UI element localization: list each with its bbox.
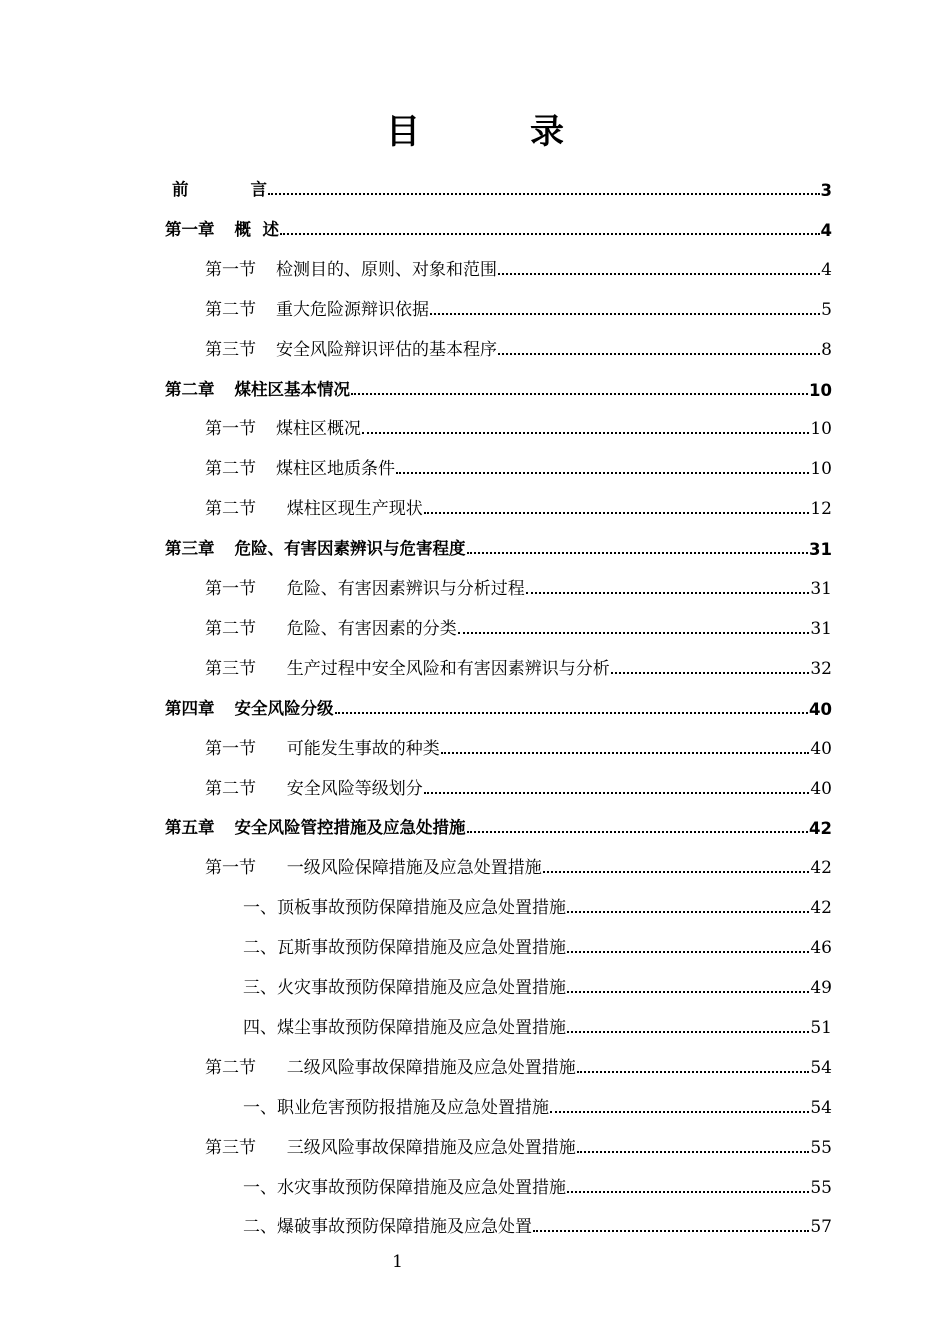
toc-entry-page: 55 [810,1137,832,1158]
toc-entry-page: 40 [809,699,832,719]
toc-subsection-entry[interactable] [243,1168,832,1198]
toc-section-entry[interactable] [205,729,832,759]
toc-entry-page: 51 [810,1017,832,1038]
toc-entry-number: 第一节 [205,738,256,759]
dot-leader [611,672,810,674]
toc-entry-title: 煤柱区基本情况 [234,379,350,399]
dot-leader [498,353,820,355]
toc-entry-number: 前 [172,180,189,199]
dot-leader [567,991,809,993]
toc-entry-page: 55 [810,1177,832,1198]
dot-leader [567,1031,809,1033]
toc-entry-title: 重大危险源辩识依据 [276,299,429,320]
toc-entry-page: 40 [810,738,832,759]
toc-entry-title: 安全风险辩识评估的基本程序 [276,339,497,360]
toc-entry-title: 检测目的、原则、对象和范围 [276,259,497,280]
toc-subsection-entry[interactable] [243,1207,832,1237]
dot-leader [533,1230,809,1232]
toc-entry-number: 第二节 [205,299,256,320]
toc-section-entry[interactable] [205,489,832,519]
toc-entry-number: 第一节 [205,259,256,280]
toc-entry-number: 第五章 [165,818,215,838]
toc-entry-page: 40 [810,778,832,799]
toc-section-entry[interactable] [205,609,832,639]
toc-entry-page: 12 [810,499,832,520]
dot-leader [467,552,809,554]
toc-entry-number: 第一章 [165,219,215,239]
dot-leader [567,1191,809,1193]
dot-leader [351,393,808,395]
toc-subsection-entry[interactable] [243,928,832,958]
dot-leader [458,632,810,634]
toc-entry-page: 10 [809,380,832,400]
toc-entry-number: 第一节 [205,419,256,440]
toc-entry-page: 57 [810,1217,832,1238]
toc-section-entry[interactable] [205,290,832,320]
toc-section-entry[interactable] [205,848,832,878]
toc-chapter-entry[interactable] [165,370,832,400]
toc-entry-number: 第一节 [205,579,256,599]
toc-chapter-entry[interactable] [165,689,832,719]
toc-entry-title: 生产过程中安全风险和有害因素辨识与分析 [276,658,610,679]
toc-entry-title: 二、爆破事故预防保障措施及应急处置 [243,1217,532,1238]
toc-entry-page: 42 [810,858,832,879]
toc-entry-number: 第二节 [205,778,256,799]
toc-entry-number: 第二节 [205,618,256,639]
toc-entry-page: 8 [821,339,832,360]
toc-subsection-entry[interactable] [243,1088,832,1118]
toc-entry-number: 第一节 [205,858,256,879]
toc-section-entry[interactable] [205,649,832,679]
toc-entry-title: 二、瓦斯事故预防保障措施及应急处置措施 [243,938,566,959]
toc-entry-title: 三级风险事故保障措施及应急处置措施 [276,1137,576,1158]
toc-entry-title: 一级风险保障措施及应急处置措施 [276,858,542,879]
dot-leader [550,1111,809,1113]
dot-leader [424,512,810,514]
toc-entry-title: 一、水灾事故预防保障措施及应急处置措施 [243,1177,566,1198]
toc-entry-page: 4 [820,220,832,240]
toc-entry-title: 四、煤尘事故预防保障措施及应急处置措施 [243,1017,566,1038]
dot-leader [362,432,809,434]
dot-leader [424,792,810,794]
toc-section-entry[interactable] [205,409,832,439]
toc-subsection-entry[interactable] [243,888,832,918]
dot-leader [396,472,809,474]
toc-chapter-entry[interactable] [165,170,832,200]
toc-section-entry[interactable] [205,1128,832,1158]
toc-entry-page: 54 [810,1057,832,1078]
toc-section-entry[interactable] [205,250,832,280]
toc-entry-number: 第二节 [205,1057,256,1078]
dot-leader [498,273,820,275]
dot-leader [567,911,809,913]
toc-entry-page: 3 [820,181,832,200]
toc-entry-title: 危险、有害因素的分类 [276,618,457,639]
toc-chapter-entry[interactable] [165,529,832,559]
toc-section-entry[interactable] [205,769,832,799]
toc-subsection-entry[interactable] [243,968,832,998]
toc-entry-page: 10 [810,419,832,440]
toc-entry-title: 煤柱区现生产现状 [276,499,423,520]
toc-entry-page: 4 [821,259,832,280]
dot-leader [268,193,820,195]
toc-entry-page: 42 [809,819,832,839]
toc-entry-number: 第三节 [205,339,256,360]
toc-entry-title: 煤柱区概况 [276,419,361,440]
toc-entry-title: 一、顶板事故预防保障措施及应急处置措施 [243,898,566,919]
dot-leader [430,313,820,315]
toc-entry-page: 31 [809,540,832,560]
dot-leader [577,1151,810,1153]
toc-entry-page: 54 [810,1097,832,1118]
toc-entry-number: 第二节 [205,499,256,520]
toc-entry-number: 第三节 [205,658,256,679]
dot-leader [441,752,810,754]
toc-entry-title: 可能发生事故的种类 [276,738,440,759]
dot-leader [567,951,809,953]
toc-entry-number: 第二章 [165,379,215,399]
toc-entry-title: 安全风险管控措施及应急处措施 [234,818,466,838]
dot-leader [543,871,810,873]
toc-entry-page: 49 [810,978,832,998]
toc-entry-number: 第二节 [205,459,256,480]
toc-section-entry[interactable] [205,449,832,479]
toc-entry-title: 危险、有害因素辨识与危害程度 [234,539,466,559]
toc-entry-page: 32 [810,658,832,679]
dot-leader [280,233,820,235]
toc-entry-title: 煤柱区地质条件 [276,459,395,480]
toc-chapter-entry[interactable] [165,808,832,838]
toc-subsection-entry[interactable] [243,1008,832,1038]
toc-entry-title: 安全风险分级 [234,698,334,718]
dot-leader [467,831,809,833]
toc-entry-page: 5 [821,299,832,320]
toc-entry-page: 31 [810,579,832,599]
toc-entry-title: 危险、有害因素辨识与分析过程 [276,579,525,599]
page-number: 1 [392,1252,403,1272]
toc-entry-page: 10 [810,459,832,480]
toc-chapter-entry[interactable] [165,210,832,240]
toc-section-entry[interactable] [205,330,832,360]
toc-entry-page: 31 [810,618,832,639]
toc-entry-title: 一、职业危害预防报措施及应急处置措施 [243,1097,549,1118]
toc-entry-title: 安全风险等级划分 [276,778,423,799]
toc-entry-number: 第三章 [165,539,215,559]
toc-entry-page: 42 [810,898,832,919]
toc-entry-page: 46 [810,938,832,959]
toc-entry-title: 概 述 [234,219,279,239]
toc-section-entry[interactable] [205,1048,832,1078]
toc-entry-number: 第三节 [205,1137,256,1158]
dot-leader [577,1071,810,1073]
toc-entry-number: 第四章 [165,698,215,718]
toc-entry-title: 言 [250,180,267,199]
toc-section-entry[interactable] [205,569,832,599]
dot-leader [335,712,809,714]
toc-title: 目录 [386,112,674,152]
toc-entry-title: 二级风险事故保障措施及应急处置措施 [276,1057,576,1078]
toc-entry-title: 三、火灾事故预防保障措施及应急处置措施 [243,978,566,998]
dot-leader [526,592,810,594]
